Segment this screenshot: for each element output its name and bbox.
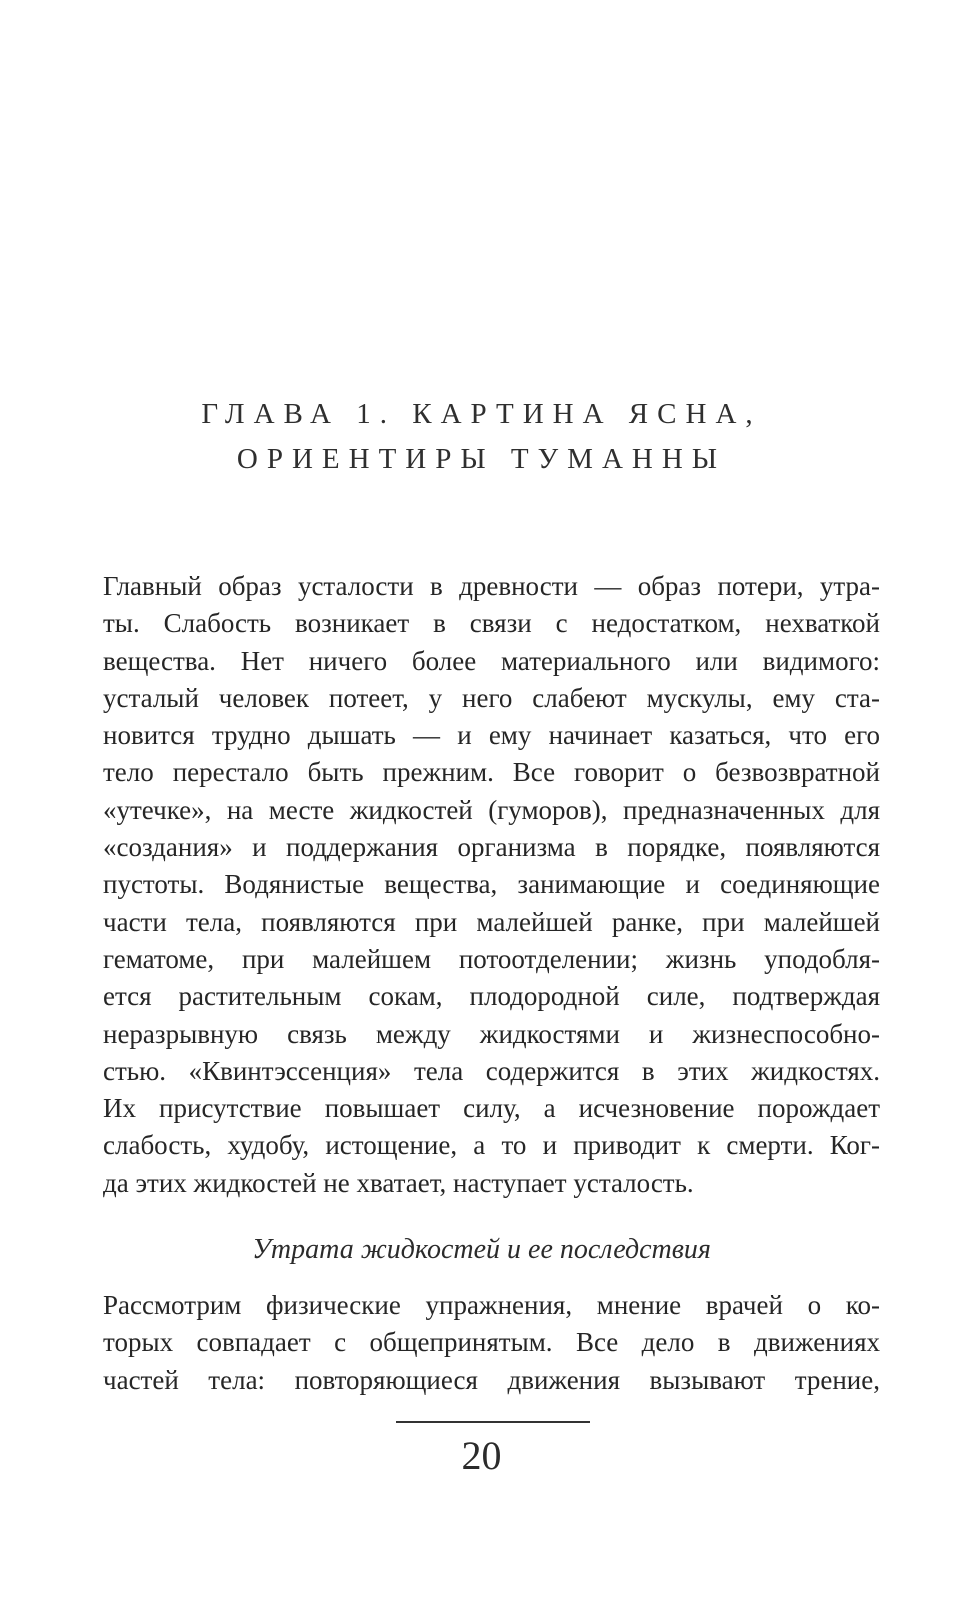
text-line: слабость, худобу, истощение, а то и приводит к смерти. Ког- [103, 1130, 880, 1161]
paragraph-2 [103, 1287, 880, 1399]
text-line: «создания» и поддержания организма в порядке, появляются [103, 832, 880, 863]
text-line: торых совпадает с общепринятым. Все дело в движениях [103, 1327, 880, 1358]
footer-divider [396, 1421, 590, 1423]
text-line: ется растительным сокам, плодородной силе, подтверждая [103, 981, 880, 1012]
chapter-title [0, 392, 963, 482]
text-line: усталый человек потеет, у него слабеют мускулы, ему ста- [103, 682, 880, 713]
page-number: 20 [461, 1433, 502, 1478]
text-line: неразрывную связь между жидкостями и жизнеспособно- [103, 1018, 880, 1049]
text-line: ты. Слабость возникает в связи с недостатком, нехваткой [103, 608, 880, 639]
text-line: гематоме, при малейшем потоотделении; жизнь уподобля- [103, 943, 880, 974]
paragraph-1 [103, 568, 880, 1202]
text-line: стью. «Квинтэссенция» тела содержится в этих жидкостях. [103, 1055, 880, 1086]
section-subheading: Утрата жидкостей и ее последствия [252, 1234, 711, 1265]
text-line: новится трудно дышать — и ему начинает казаться, что его [103, 720, 880, 751]
text-line: Их присутствие повышает силу, а исчезновение порождает [103, 1093, 880, 1124]
text-line: частей тела: повторяющиеся движения вызывают трение, [103, 1364, 880, 1395]
text-line: пустоты. Водянистые вещества, занимающие и соединяющие [103, 869, 880, 900]
text-line: Рассмотрим физические упражнения, мнение врачей о ко- [103, 1290, 880, 1320]
text-line: да этих жидкостей не хватает, наступает усталость. [103, 1167, 694, 1198]
chapter-title-line-2: ОРИЕНТИРЫ ТУМАННЫ [236, 443, 727, 475]
text-line: вещества. Нет ничего более материального или видимого: [103, 645, 880, 676]
text-line: части тела, появляются при малейшей ранке, при малейшей [103, 906, 880, 937]
text-line: Главный образ усталости в древности — образ потери, утра- [103, 571, 880, 601]
chapter-title-line-1: ГЛАВА 1. КАРТИНА ЯСНА, [201, 398, 762, 430]
text-line: тело перестало быть прежним. Все говорит о безвозвратной [103, 757, 880, 788]
text-line: «утечке», на месте жидкостей (гуморов), предназначенных для [103, 794, 880, 825]
